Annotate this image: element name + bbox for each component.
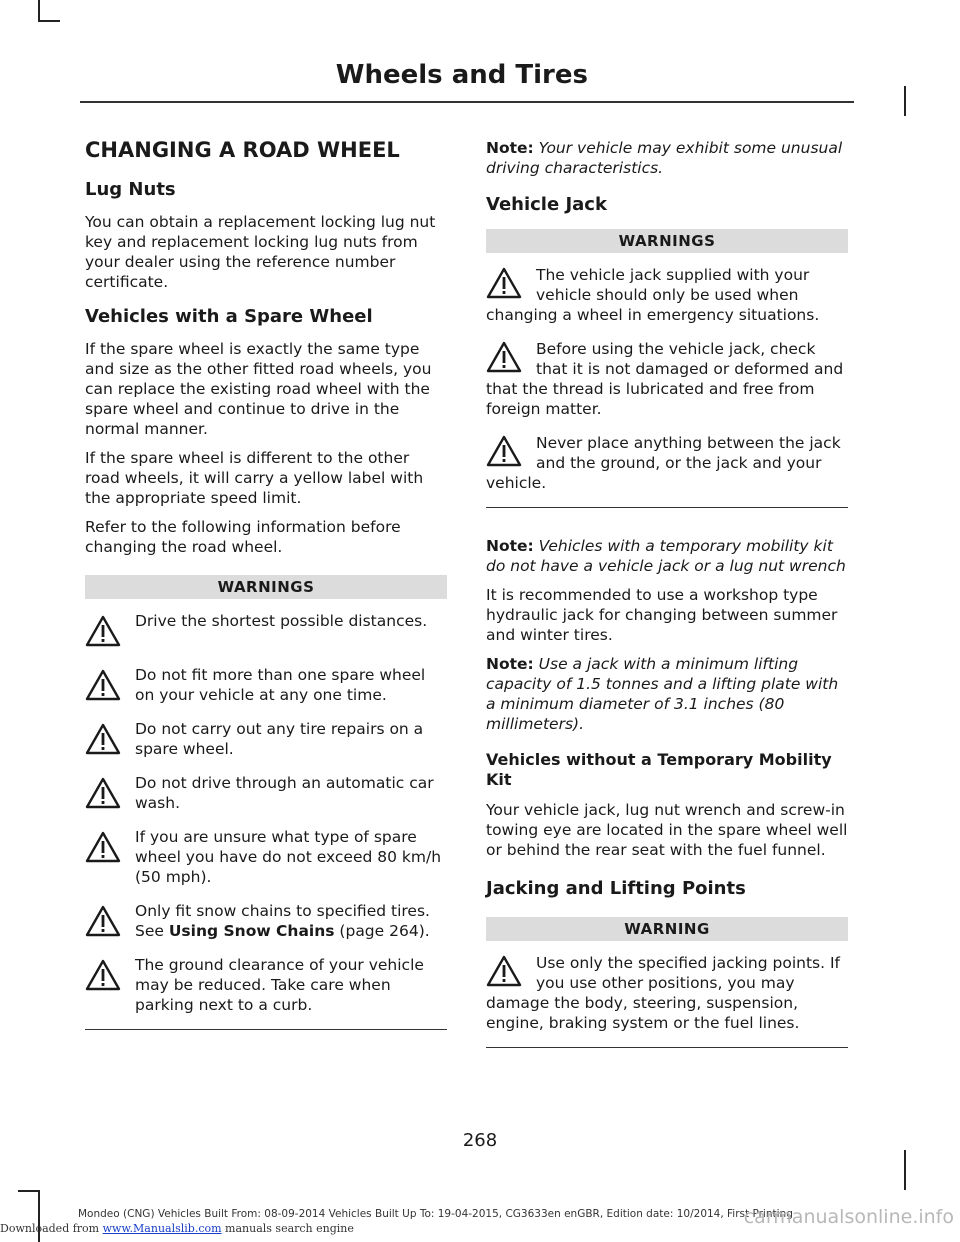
warning-triangle-icon xyxy=(85,905,121,937)
note-text: Vehicles with a temporary mobility kit do not have a vehicle jack or a lug nut wrench xyxy=(486,537,846,575)
note-label: Note: xyxy=(486,537,534,555)
warning-triangle-icon xyxy=(486,267,522,299)
download-label: Downloaded from xyxy=(0,1222,103,1235)
warning-item xyxy=(486,339,848,419)
warning-triangle-icon xyxy=(85,669,121,701)
warning-triangle-icon xyxy=(85,831,121,863)
search-engine-label: manuals search engine xyxy=(221,1222,354,1235)
no-mobility-kit-text: Your vehicle jack, lug nut wrench and screw-in towing eye are located in the spare wheel well or behind the rear seat with the fuel funnel. xyxy=(486,801,848,859)
spare-wheel-paragraph: If the spare wheel is different to the other road wheels, it will carry a yellow label with the appropriate speed limit. xyxy=(85,449,424,507)
spare-wheel-paragraph: Refer to the following information before changing the road wheel. xyxy=(85,518,401,556)
warning-header: WARNING xyxy=(486,917,848,941)
warning-item xyxy=(486,953,848,1033)
warning-triangle-icon xyxy=(85,615,121,647)
lug-nuts-text: You can obtain a replacement locking lug nut key and replacement locking lug nuts from your dealer using the reference number certificate. xyxy=(85,213,436,291)
warning-text: Do not carry out any tire repairs on a spare wheel. xyxy=(135,720,424,758)
lug-nuts-heading: Lug Nuts xyxy=(85,179,176,200)
spare-wheel-heading: Vehicles with a Spare Wheel xyxy=(85,306,373,327)
warning-triangle-icon xyxy=(85,959,121,991)
crop-mark xyxy=(38,20,60,22)
warning-item xyxy=(85,901,447,941)
warning-triangle-icon xyxy=(85,723,121,755)
note-text: Your vehicle may exhibit some unusual driving characteristics. xyxy=(486,139,843,177)
warning-triangle-icon xyxy=(486,955,522,987)
manualslib-link[interactable]: www.Manualslib.com xyxy=(102,1222,222,1235)
note xyxy=(486,138,848,178)
note-label: Note: xyxy=(486,139,534,157)
workshop-jack-text: It is recommended to use a workshop type hydraulic jack for changing between summer and winter tires. xyxy=(486,586,838,644)
warning-triangle-icon xyxy=(486,341,522,373)
warning-item xyxy=(85,773,447,813)
warning-text: If you are unsure what type of spare wheel you have do not exceed 80 km/h (50 mph). xyxy=(135,828,442,886)
crop-mark xyxy=(18,1190,40,1192)
warning-text: The vehicle jack supplied with your vehicle should only be used when changing a wheel in emergency situations. xyxy=(486,266,820,324)
warnings-end-rule xyxy=(85,1029,447,1030)
warning-text: (page 264). xyxy=(334,922,430,940)
section-heading: CHANGING A ROAD WHEEL xyxy=(85,138,400,162)
warning-item xyxy=(85,665,447,705)
warnings-end-rule xyxy=(486,1047,848,1048)
warning-text: Do not fit more than one spare wheel on your vehicle at any one time. xyxy=(135,666,426,704)
no-mobility-kit-heading: Vehicles without a Temporary Mobility Kit xyxy=(486,750,832,789)
warning-item xyxy=(85,611,447,651)
warning-text: Before using the vehicle jack, check that it is not damaged or deformed and that the thread is lubricated and free from foreign matter. xyxy=(486,340,844,418)
vehicle-jack-heading: Vehicle Jack xyxy=(486,194,607,215)
snow-chains-reference[interactable]: Using Snow Chains xyxy=(168,922,335,940)
watermark: carmanualsonline.info xyxy=(743,1206,954,1228)
right-column xyxy=(486,138,848,1076)
warning-item xyxy=(486,433,848,493)
warning-text: Never place anything between the jack and the ground, or the jack and your vehicle. xyxy=(486,434,841,492)
warning-item xyxy=(85,827,447,887)
page-number: 268 xyxy=(462,1130,498,1151)
footer-model-line: Mondeo (CNG) Vehicles Built From: 08-09-2014 Vehicles Built Up To: 19-04-2015, CG3633en enGBR, Edition date: 10/2014, First Printing xyxy=(78,1208,793,1220)
warning-text: Only fit snow chains to specified tires. See xyxy=(135,902,430,940)
warning-item xyxy=(85,955,447,1015)
note xyxy=(486,654,848,734)
warning-item xyxy=(486,265,848,325)
note-label: Note: xyxy=(486,655,534,673)
crop-mark xyxy=(38,0,40,22)
crop-mark xyxy=(904,86,906,116)
note xyxy=(486,536,848,576)
warning-text: Do not drive through an automatic car wash. xyxy=(135,774,434,812)
page-section-title: Wheels and Tires xyxy=(335,60,588,90)
warning-text: Use only the specified jacking points. If you use other positions, you may damage the body, steering, suspension, engine, braking system or the fuel lines. xyxy=(486,954,840,1032)
warnings-end-rule xyxy=(486,507,848,508)
warnings-header: WARNINGS xyxy=(85,575,447,599)
warning-triangle-icon xyxy=(85,777,121,809)
spare-wheel-paragraph: If the spare wheel is exactly the same type and size as the other fitted road wheels, you can replace the existing road wheel with the spare wheel and continue to drive in the normal manner. xyxy=(85,340,432,438)
warning-item xyxy=(85,719,447,759)
header-rule xyxy=(80,101,854,103)
warnings-header: WARNINGS xyxy=(486,229,848,253)
crop-mark xyxy=(904,1150,906,1190)
warning-text: The ground clearance of your vehicle may be reduced. Take care when parking next to a curb. xyxy=(135,956,424,1014)
warning-text: Drive the shortest possible distances. xyxy=(135,612,428,630)
jacking-points-heading: Jacking and Lifting Points xyxy=(486,878,746,899)
left-column xyxy=(85,138,447,1058)
note-text: Use a jack with a minimum lifting capacity of 1.5 tonnes and a lifting plate with a minimum diameter of 3.1 inches (80 millimeters). xyxy=(486,655,839,733)
warning-triangle-icon xyxy=(486,435,522,467)
